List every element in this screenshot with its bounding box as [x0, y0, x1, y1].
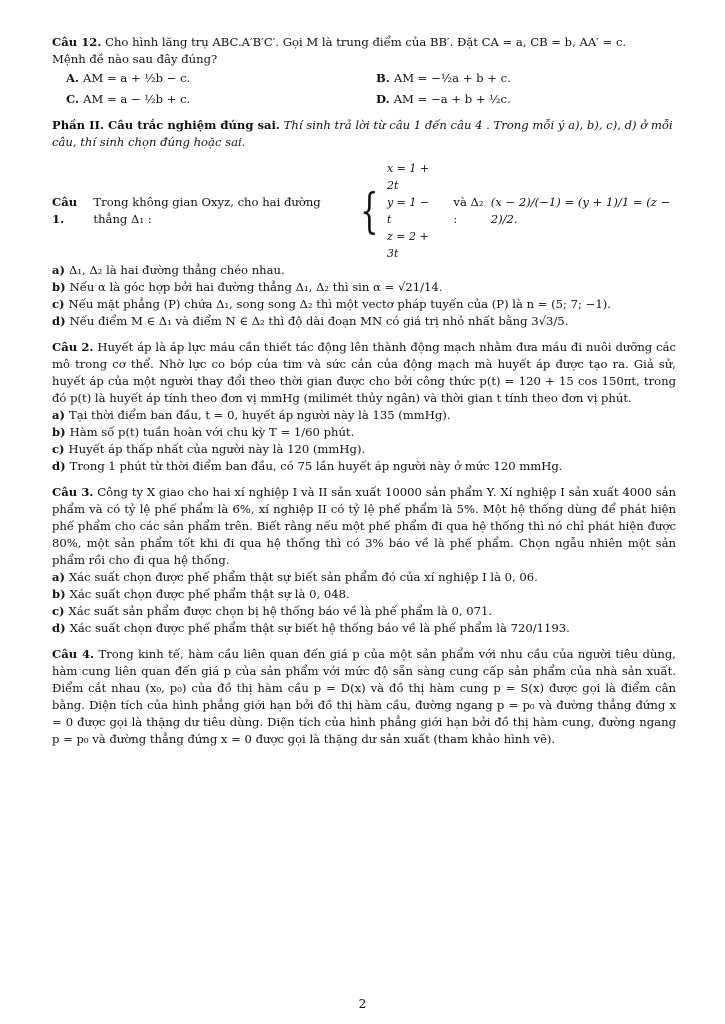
statement-b[interactable]: b) Hàm số p(t) tuần hoàn với chu kỳ T = 1/60 phút.: [52, 425, 355, 439]
statement-d[interactable]: d) Nếu điểm M ∈ Δ₁ và điểm N ∈ Δ₂ thì độ dài đoạn MN có giá trị nhỏ nhất bằng 3√3/5.: [52, 314, 569, 328]
answer-choices: [66, 70, 676, 108]
statement-c[interactable]: c) Xác suất sản phẩm được chọn bị hệ thống báo về là phế phẩm là 0, 071.: [52, 604, 493, 618]
part-2-header: [52, 117, 676, 151]
choice-d[interactable]: D. AM = −a + b + ½c.: [376, 92, 511, 106]
and-text: và Δ₂ :: [453, 195, 484, 226]
line-2-equation: (x − 2)/(−1) = (y + 1)/1 = (z − 2)/2.: [490, 195, 671, 226]
question-text: Huyết áp là áp lực máu cần thiết tác động lên thành động mạch nhằm đưa máu đi nuôi dưỡng các mô trong cơ thể. Nhờ lực co bóp của tim và sức cản của động mạch mà huyết áp được tạo ra. Giả sử, huyết áp của một người thay đổi theo thời gian được cho bởi công thức p(t) = 120 + 15 cos 150πt, trong đó p(t) là huyết áp tính theo đơn vị mmHg (milimét thủy ngân) và thời gian t tính theo đơn vị phút.: [52, 340, 676, 405]
question-prompt: Mệnh đề nào sau đây đúng?: [52, 52, 218, 66]
choice-a[interactable]: A. AM = a + ½b − c.: [66, 71, 191, 85]
question-label: Câu 3.: [52, 485, 94, 499]
statement-a[interactable]: a) Xác suất chọn được phế phẩm thật sự biết sản phẩm đó của xí nghiệp I là 0, 06.: [52, 570, 538, 584]
system-line: x = 1 + 2t: [386, 162, 430, 192]
system-line: z = 2 + 3t: [386, 230, 429, 260]
question-intro: Trong không gian Oxyz, cho hai đường thẳng Δ₁ :: [93, 195, 321, 226]
choice-b[interactable]: B. AM = −½a + b + c.: [376, 71, 511, 85]
question-4: [52, 646, 676, 748]
question-text: Công ty X giao cho hai xí nghiệp I và II sản xuất 10000 sản phẩm Y. Xí nghiệp I sản xuất 4000 sản phẩm và có tỷ lệ phế phẩm là 6%, xí nghiệp II có tỷ lệ phế phẩm là 5%. Một hệ thống dùng để phát hiện phế phẩm cho các sản phẩm trên. Biết rằng nếu một phế phẩm đi qua hệ thống thì nó chỉ phát hiện được 80%, một sản phẩm tốt khi đi qua hệ thống thì có 3% báo về là phế phẩm. Chọn ngẫu nhiên một sản phẩm rồi cho đi qua hệ thống.: [52, 485, 677, 567]
question-12: [52, 34, 676, 108]
brace-icon: {: [360, 183, 379, 239]
statement-c[interactable]: c) Nếu mặt phẳng (P) chứa Δ₁, song song Δ₂ thì một vectơ pháp tuyến của (P) là n = (5; 7; −1).: [52, 297, 611, 311]
question-label: Câu 2.: [52, 340, 94, 354]
part-title: Phần II. Câu trắc nghiệm đúng sai.: [52, 118, 280, 132]
question-1: [52, 160, 676, 330]
question-label: Câu 12.: [52, 35, 102, 49]
statement-a[interactable]: a) Tại thời điểm ban đầu, t = 0, huyết áp người này là 135 (mmHg).: [52, 408, 451, 422]
part-instruction: Thí sinh trả lời từ câu 1 đến câu 4 . Trong mỗi ý a), b), c), d) ở mỗi câu, thí sinh chọn đúng hoặc sai.: [52, 118, 673, 149]
question-3: [52, 484, 676, 637]
statement-d[interactable]: d) Xác suất chọn được phế phẩm thật sự biết hệ thống báo về là phế phẩm là 720/1193.: [52, 621, 570, 635]
statement-c[interactable]: c) Huyết áp thấp nhất của người này là 120 (mmHg).: [52, 442, 366, 456]
exam-page: [52, 34, 676, 748]
choice-c[interactable]: C. AM = a − ½b + c.: [66, 92, 191, 106]
statement-d[interactable]: d) Trong 1 phút từ thời điểm ban đầu, có 75 lần huyết áp người này ở mức 120 mmHg.: [52, 459, 563, 473]
question-text: Cho hình lăng trụ ABC.A′B′C′. Gọi M là trung điểm của BB′. Đặt CA = a, CB = b, AA′ = c.: [105, 35, 627, 49]
system-line: y = 1 − t: [386, 196, 430, 226]
statement-a[interactable]: a) Δ₁, Δ₂ là hai đường thẳng chéo nhau.: [52, 263, 285, 277]
page-number: 2: [358, 997, 367, 1011]
line-system: [354, 160, 433, 262]
question-label: Câu 4.: [52, 647, 95, 661]
question-label: Câu 1.: [52, 195, 78, 226]
statement-b[interactable]: b) Xác suất chọn được phế phẩm thật sự là 0, 048.: [52, 587, 350, 601]
question-2: [52, 339, 676, 475]
statement-b[interactable]: b) Nếu α là góc hợp bởi hai đường thẳng Δ₁, Δ₂ thì sin α = √21/14.: [52, 280, 443, 294]
question-text: Trong kinh tế, hàm cầu liên quan đến giá p của một sản phẩm với nhu cầu của người tiêu dùng, hàm cung liên quan đến giá p của sản phẩm với mức độ sẵn sàng cung cấp sản phẩm của nhà sản xuất. Điểm cắt nhau (x₀, p₀) của đồ thị hàm cầu p = D(x) và đồ thị hàm cung p = S(x) được gọi là điểm cân bằng. Diện tích của hình phẳng giới hạn bởi đồ thị hàm cầu, đường ngang p = p₀ và đường thẳng đứng x = 0 được gọi là thặng dư tiêu dùng. Diện tích của hình phẳng giới hạn bởi đồ thị hàm cung, đường ngang p = p₀ và đường thẳng đứng x = 0 được gọi là thặng dư sản xuất (tham khảo hình vẽ).: [52, 647, 676, 746]
